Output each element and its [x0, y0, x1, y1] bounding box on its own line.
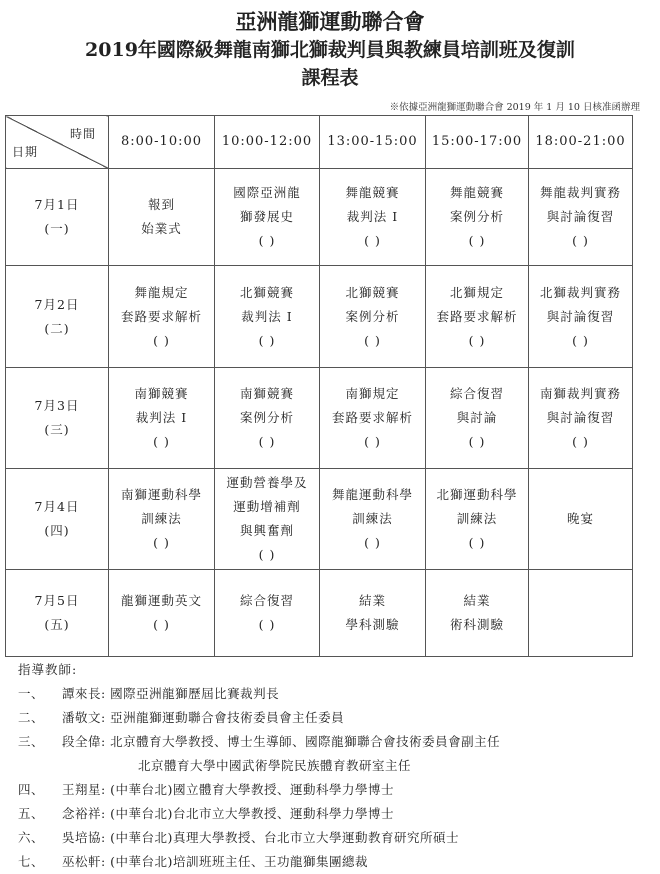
session-line: 龍獅運動英文 [120, 593, 202, 608]
session-line: 案例分析 [239, 410, 294, 425]
session-line: 綜合復習 [449, 386, 504, 401]
session-line: 訓練法 [352, 511, 393, 526]
org-title: 亞洲龍獅運動聯合會 [235, 9, 425, 34]
session-line: ( ) [468, 332, 486, 348]
session-line: 綜合復習 [239, 593, 294, 608]
instructor-text: 念裕祥: (中華台北)台北市立大學教授、運動科學力學博士 [62, 806, 394, 821]
session-line: 案例分析 [449, 209, 504, 224]
session-line: ( ) [258, 233, 276, 248]
session-cell [426, 469, 529, 570]
session-cell [215, 169, 320, 266]
instructor-number: 三、 [18, 734, 45, 749]
session-line: 北獅競賽 [239, 284, 294, 300]
session-cell [529, 570, 633, 657]
session-line: 舞龍競賽 [449, 185, 504, 200]
instructor-text: 潘敬文: 亞洲龍獅運動聯合會技術委員會主任委員 [62, 710, 345, 725]
time-header: 13:00-15:00 [320, 116, 426, 169]
session-line: 裁判法 I [135, 410, 188, 425]
session-line: 北獅運動科學 [436, 487, 518, 502]
instructor-continuation: 北京體育大學中國武術學院民族體育教研室主任 [138, 758, 412, 773]
time-header: 15:00-17:00 [426, 116, 529, 169]
session-line: 舞龍裁判實務 [539, 185, 621, 200]
date-cell [6, 266, 109, 368]
instructors-heading: 指導教師: [18, 662, 78, 677]
session-line: 與討論復習 [546, 209, 615, 224]
date-text: 7月5日 [34, 593, 80, 608]
corner-cell [6, 116, 109, 169]
instructor-item [18, 706, 648, 730]
instructor-item [18, 802, 648, 826]
session-line: 北獅規定 [449, 284, 504, 300]
session-cell [529, 368, 633, 469]
session-cell [529, 266, 633, 368]
session-line: 獅發展史 [239, 209, 294, 224]
document-title: 課程表 [301, 67, 359, 89]
session-line: 國際亞洲龍 [233, 185, 301, 200]
date-text: 7月4日 [34, 499, 80, 514]
session-line: 舞龍規定 [134, 284, 189, 300]
weekday-text: (一) [44, 221, 70, 236]
session-line: 南獅競賽 [134, 386, 189, 401]
session-line: 術科測驗 [449, 617, 504, 632]
session-line: 與討論復習 [546, 308, 615, 324]
session-line: 運動營養學及 [226, 475, 308, 490]
session-line: 舞龍競賽 [345, 185, 400, 200]
date-text: 7月2日 [34, 296, 80, 312]
corner-date-label: 日期 [12, 145, 39, 159]
date-cell [6, 368, 109, 469]
session-line: 舞龍運動科學 [331, 487, 413, 502]
instructor-item [18, 682, 648, 706]
instructor-text: 巫松軒: (中華台北)培訓班班主任、王功龍獅集團總裁 [62, 854, 368, 869]
session-line: 晚宴 [566, 511, 594, 526]
session-line: 南獅運動科學 [120, 487, 202, 502]
session-line: ( ) [572, 332, 589, 348]
session-cell [320, 570, 426, 657]
session-line: 結業 [463, 593, 491, 608]
weekday-text: (四) [44, 523, 70, 538]
session-cell [215, 570, 320, 657]
session-cell [529, 169, 633, 266]
schedule-row [6, 368, 633, 469]
instructor-item [18, 826, 648, 850]
approval-note: ※依據亞洲龍獅運動聯合會 2019 年 1 月 10 日核准函辦理 [389, 102, 640, 113]
instructor-number: 五、 [18, 806, 45, 821]
schedule-row [6, 266, 633, 368]
session-line: ( ) [153, 434, 170, 449]
date-cell [6, 570, 109, 657]
header-row [6, 116, 633, 169]
session-cell [320, 266, 426, 368]
session-line: 裁判法 I [346, 209, 399, 224]
instructor-text: 吳培協: (中華台北)真理大學教授、台北市立大學運動教育研究所碩士 [62, 830, 459, 845]
session-line: 報到 [147, 197, 175, 212]
session-line: ( ) [153, 332, 170, 348]
session-line: ( ) [572, 233, 589, 248]
session-line: 南獅競賽 [239, 386, 294, 401]
schedule-row [6, 469, 633, 570]
time-header: 10:00-12:00 [215, 116, 320, 169]
instructor-text: 段全偉: 北京體育大學教授、博士生導師、國際龍獅聯合會技術委員會副主任 [62, 734, 501, 749]
time-header: 18:00-21:00 [529, 116, 633, 169]
session-line: 始業式 [141, 221, 182, 236]
event-subtitle: 2019年國際級舞龍南獅北獅裁判員與教練員培訓班及復訓 [85, 39, 575, 61]
session-line: 與興奮劑 [239, 523, 294, 538]
instructor-text: 譚來長: 國際亞洲龍獅歷屆比賽裁判長 [62, 686, 280, 701]
session-line: ( ) [153, 535, 170, 550]
weekday-text: (二) [44, 320, 70, 336]
session-line: 套路要求解析 [436, 308, 518, 324]
session-cell [426, 266, 529, 368]
session-cell [426, 368, 529, 469]
session-line: ( ) [468, 535, 486, 550]
session-cell [109, 469, 215, 570]
instructor-number: 七、 [18, 854, 45, 869]
session-line: 北獅裁判實務 [539, 284, 621, 300]
session-line: 案例分析 [345, 308, 400, 324]
session-line: ( ) [364, 332, 381, 348]
instructors-section [18, 658, 648, 874]
instructor-item [18, 778, 648, 802]
session-line: 訓練法 [456, 511, 498, 526]
schedule-table [5, 115, 633, 657]
session-line: 學科測驗 [345, 617, 400, 632]
corner-time-label: 時間 [69, 127, 96, 141]
session-line: 與討論復習 [546, 410, 615, 425]
session-cell [320, 368, 426, 469]
weekday-text: (五) [44, 617, 70, 632]
session-line: ( ) [258, 332, 276, 348]
instructor-number: 六、 [18, 830, 45, 845]
session-cell [109, 368, 215, 469]
session-cell [426, 570, 529, 657]
session-line: 與討論 [456, 410, 498, 425]
schedule-row [6, 570, 633, 657]
session-cell [426, 169, 529, 266]
session-line: ( ) [572, 434, 589, 449]
session-cell [215, 368, 320, 469]
time-header: 8:00-10:00 [109, 116, 215, 169]
session-line: 裁判法 I [241, 308, 293, 324]
session-line: ( ) [258, 617, 276, 632]
schedule-body [6, 116, 633, 657]
session-cell [109, 570, 215, 657]
session-line: ( ) [364, 434, 381, 449]
session-line: ( ) [468, 233, 486, 248]
instructor-item [18, 730, 648, 754]
date-cell [6, 469, 109, 570]
session-line: 套路要求解析 [120, 308, 202, 324]
session-cell [215, 469, 320, 570]
session-line: 南獅裁判實務 [539, 386, 621, 401]
session-line: 套路要求解析 [331, 410, 413, 425]
instructor-text: 王翔星: (中華台北)國立體育大學教授、運動科學力學博士 [62, 782, 394, 797]
schedule-row [6, 169, 633, 266]
date-text: 7月1日 [34, 197, 80, 212]
session-line: ( ) [153, 617, 170, 632]
session-line: ( ) [258, 434, 276, 449]
session-cell [320, 469, 426, 570]
instructor-number: 一、 [18, 686, 45, 701]
session-cell [529, 469, 633, 570]
instructor-number: 二、 [18, 710, 45, 725]
session-line: ( ) [258, 547, 276, 562]
session-line: ( ) [468, 434, 486, 449]
session-line: ( ) [364, 535, 381, 550]
date-text: 7月3日 [34, 398, 80, 413]
session-cell [109, 169, 215, 266]
session-line: 結業 [358, 593, 386, 608]
instructor-number: 四、 [18, 782, 45, 797]
session-line: 北獅競賽 [345, 284, 400, 300]
date-cell [6, 169, 109, 266]
weekday-text: (三) [44, 422, 70, 437]
session-cell [320, 169, 426, 266]
session-cell [109, 266, 215, 368]
session-cell [215, 266, 320, 368]
session-line: 南獅規定 [345, 386, 400, 401]
session-line: 運動增補劑 [233, 499, 301, 514]
session-line: ( ) [364, 233, 381, 248]
instructor-item [18, 850, 648, 874]
session-line: 訓練法 [141, 511, 182, 526]
